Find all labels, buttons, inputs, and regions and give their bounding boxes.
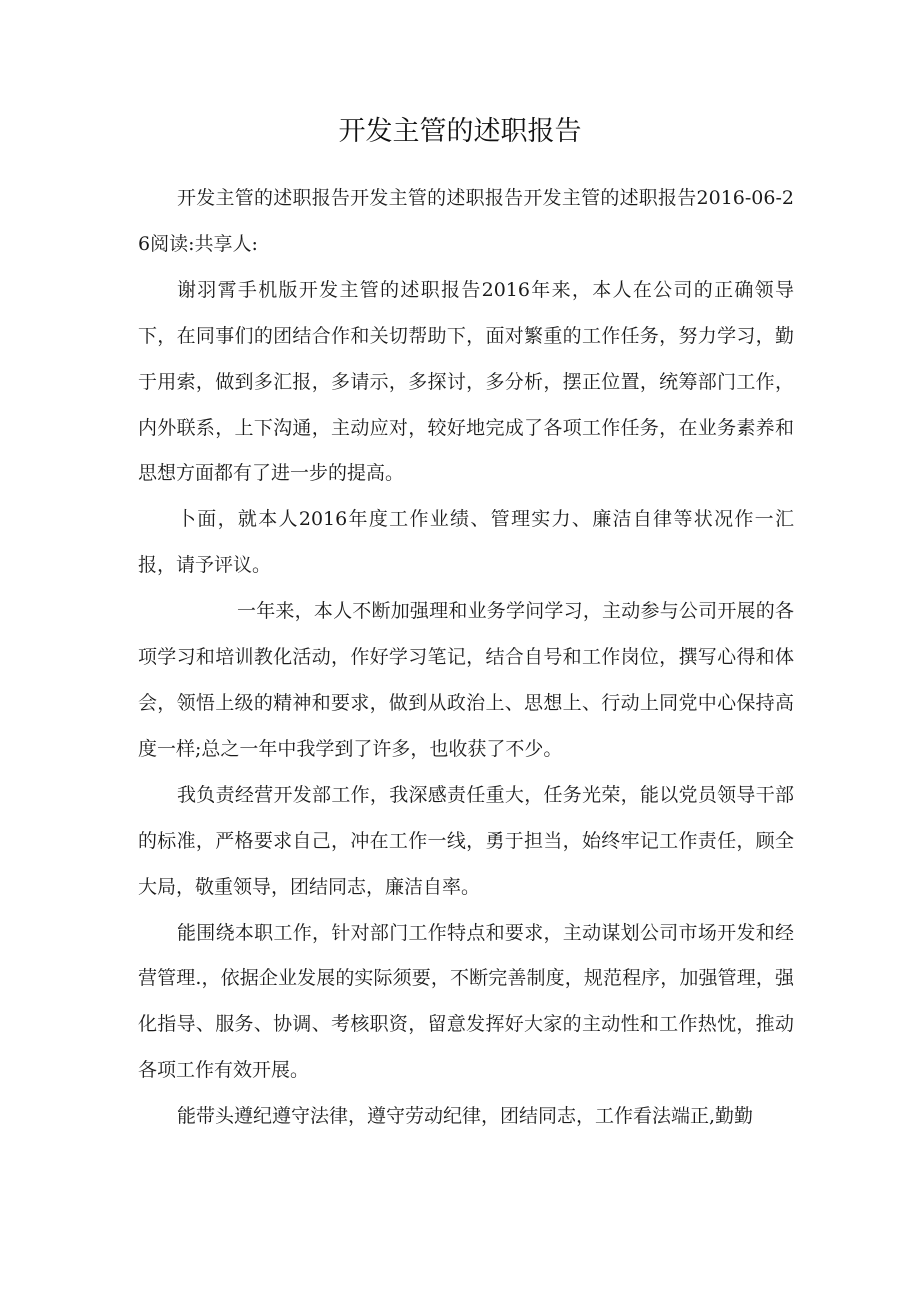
paragraph-responsibility: 我负责经营开发部工作，我深感责任重大，任务光荣，能以党员领导干部的标准，严格要求自己，冲在工作一线，勇于担当，始终牢记工作责任，顾全大局，敬重领导，团结同志，廉洁自率。 xyxy=(138,783,794,898)
paragraph-discipline: 能带头遵纪遵守法律，遵守劳动纪律，团结同志，工作看法端正,勤勤 xyxy=(177,1105,754,1128)
document-body xyxy=(138,176,794,1140)
document-title: 开发主管的述职报告 xyxy=(338,116,582,147)
paragraph-study: 一年来，本人不断加强理和业务学问学习，主动参与公司开展的各项学习和培训教化活动，作好学习笔记，结合自号和工作岗位，撰写心得和体会，领悟上级的精神和要求，做到从政治上、思想上、行动上同党中心保持高度一样;总之一年中我学到了许多，也收获了不少。 xyxy=(138,600,794,760)
paragraph-management: 能围绕本职工作，针对部门工作特点和要求，主动谋划公司市场开发和经营管理.，依据企业发展的实际须要，不断完善制度，规范程序，加强管理，强化指导、服务、协调、考核职资，留意发挥好大家的主动性和工作热忱，推动各项工作有效开展。 xyxy=(138,921,794,1082)
paragraph-intro: 开发主管的述职报告开发主管的述职报告开发主管的述职报告2016-06-26阅读:共享人: xyxy=(138,187,794,255)
paragraph-report-scope: 卜面，就本人2016年度工作业绩、管理实力、廉洁自律等状况作一汇报，请予评议。 xyxy=(138,508,794,577)
paragraph-summary: 谢羽霄手机版开发主管的述职报告2016年来，本人在公司的正确领导下，在同事们的团结合作和关切帮助下，面对繁重的工作任务，努力学习，勤于用索，做到多汇报，多请示，多探讨，多分析，摆正位置，统筹部门工作，内外联系，上下沟通，主动应对，较好地完成了各项工作任务，在业务素养和思想方面都有了进一步的提高。 xyxy=(138,278,794,485)
